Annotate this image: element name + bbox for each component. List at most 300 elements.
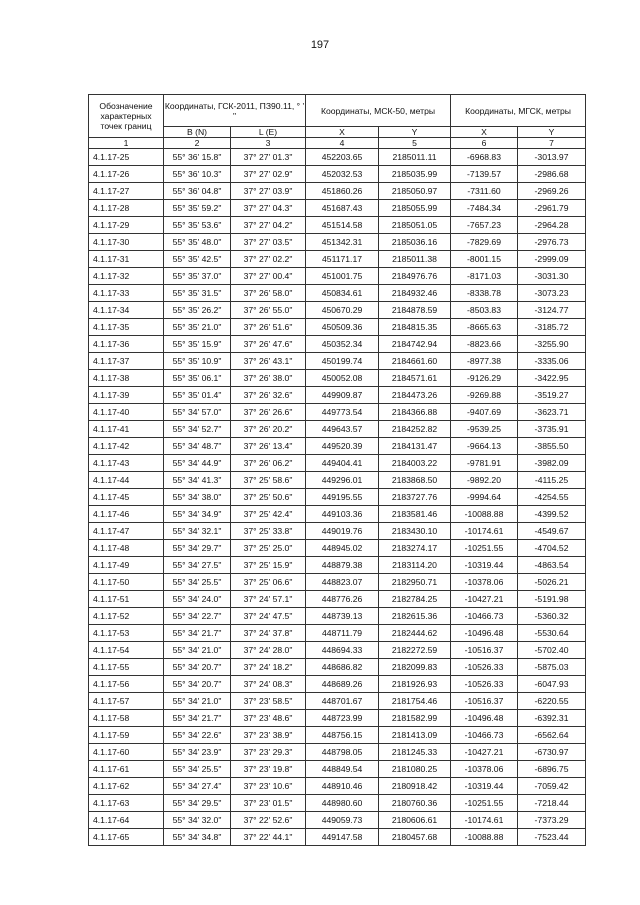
cell-longitude: 37° 24' 37.8" [231,625,306,642]
cell-mgsk-x: -8001.15 [451,251,518,268]
table-row [89,302,586,319]
column-number: 4 [306,138,379,149]
cell-mgsk-y: -3855.50 [518,438,586,455]
cell-mgsk-y: -5875.03 [518,659,586,676]
cell-latitude: 55° 34' 29.5" [164,795,231,812]
cell-msk-x: 448756.15 [306,727,379,744]
header-l: L (E) [231,127,306,138]
cell-msk-x: 448879.38 [306,557,379,574]
cell-point-id: 4.1.17-34 [89,302,164,319]
cell-msk-x: 449103.36 [306,506,379,523]
cell-latitude: 55° 34' 57.0" [164,404,231,421]
cell-mgsk-x: -7829.69 [451,234,518,251]
cell-latitude: 55° 35' 06.1" [164,370,231,387]
cell-latitude: 55° 34' 21.0" [164,642,231,659]
cell-mgsk-y: -6730.97 [518,744,586,761]
cell-msk-y: 2180760.36 [379,795,451,812]
cell-point-id: 4.1.17-30 [89,234,164,251]
cell-msk-x: 451342.31 [306,234,379,251]
cell-mgsk-y: -7523.44 [518,829,586,846]
cell-latitude: 55° 35' 10.9" [164,353,231,370]
table-row [89,625,586,642]
cell-msk-x: 450509.36 [306,319,379,336]
cell-mgsk-y: -4863.54 [518,557,586,574]
header-msk: Координаты, МСК-50, метры [306,95,451,127]
cell-mgsk-x: -10466.73 [451,727,518,744]
header-mgsk-y: Y [518,127,586,138]
cell-longitude: 37° 27' 00.4" [231,268,306,285]
table-row [89,285,586,302]
header-designation: Обозначение характерных точек границ [89,95,164,138]
cell-point-id: 4.1.17-63 [89,795,164,812]
cell-msk-x: 448701.67 [306,693,379,710]
cell-mgsk-y: -6562.64 [518,727,586,744]
cell-latitude: 55° 35' 26.2" [164,302,231,319]
cell-msk-x: 449643.57 [306,421,379,438]
cell-longitude: 37° 26' 20.2" [231,421,306,438]
cell-point-id: 4.1.17-60 [89,744,164,761]
table-row [89,353,586,370]
cell-longitude: 37° 26' 55.0" [231,302,306,319]
cell-longitude: 37° 26' 13.4" [231,438,306,455]
cell-mgsk-y: -3422.95 [518,370,586,387]
cell-msk-y: 2185011.38 [379,251,451,268]
header-msk-x: X [306,127,379,138]
cell-longitude: 37° 23' 01.5" [231,795,306,812]
cell-longitude: 37° 23' 29.3" [231,744,306,761]
cell-longitude: 37° 26' 26.6" [231,404,306,421]
cell-longitude: 37° 25' 58.6" [231,472,306,489]
cell-mgsk-x: -9994.64 [451,489,518,506]
cell-msk-y: 2183727.76 [379,489,451,506]
header-gsk: Координаты, ГСК-2011, ПЗ90.11, ° ' " [164,95,306,127]
cell-mgsk-x: -10526.33 [451,676,518,693]
cell-msk-y: 2181080.25 [379,761,451,778]
cell-msk-x: 449296.01 [306,472,379,489]
cell-mgsk-x: -10378.06 [451,574,518,591]
cell-msk-x: 448823.07 [306,574,379,591]
cell-latitude: 55° 35' 48.0" [164,234,231,251]
cell-latitude: 55° 35' 01.4" [164,387,231,404]
cell-longitude: 37° 24' 28.0" [231,642,306,659]
cell-point-id: 4.1.17-27 [89,183,164,200]
cell-mgsk-y: -6047.93 [518,676,586,693]
cell-msk-x: 451171.17 [306,251,379,268]
table-row [89,557,586,574]
cell-msk-y: 2183581.46 [379,506,451,523]
cell-point-id: 4.1.17-48 [89,540,164,557]
cell-latitude: 55° 34' 22.6" [164,727,231,744]
cell-msk-x: 448689.26 [306,676,379,693]
cell-latitude: 55° 34' 24.0" [164,591,231,608]
cell-msk-y: 2184976.76 [379,268,451,285]
cell-point-id: 4.1.17-57 [89,693,164,710]
cell-mgsk-x: -9664.13 [451,438,518,455]
cell-latitude: 55° 35' 59.2" [164,200,231,217]
coordinates-table [88,94,586,846]
cell-latitude: 55° 34' 27.4" [164,778,231,795]
table-row [89,166,586,183]
cell-mgsk-y: -6896.75 [518,761,586,778]
cell-latitude: 55° 34' 21.7" [164,710,231,727]
cell-latitude: 55° 34' 44.9" [164,455,231,472]
table-row [89,693,586,710]
table-row [89,727,586,744]
header-mgsk-x: X [451,127,518,138]
cell-msk-x: 451860.26 [306,183,379,200]
cell-mgsk-x: -8503.83 [451,302,518,319]
cell-mgsk-y: -3735.91 [518,421,586,438]
cell-point-id: 4.1.17-39 [89,387,164,404]
table-row [89,404,586,421]
cell-mgsk-x: -7311.60 [451,183,518,200]
cell-longitude: 37° 25' 33.8" [231,523,306,540]
table-row [89,659,586,676]
cell-msk-y: 2181245.33 [379,744,451,761]
cell-point-id: 4.1.17-47 [89,523,164,540]
cell-point-id: 4.1.17-41 [89,421,164,438]
cell-msk-y: 2185036.16 [379,234,451,251]
cell-longitude: 37° 27' 04.2" [231,217,306,234]
cell-point-id: 4.1.17-58 [89,710,164,727]
table-row [89,472,586,489]
table-row [89,506,586,523]
table-row [89,455,586,472]
cell-msk-y: 2184131.47 [379,438,451,455]
cell-longitude: 37° 26' 51.6" [231,319,306,336]
cell-mgsk-x: -10516.37 [451,693,518,710]
cell-point-id: 4.1.17-59 [89,727,164,744]
cell-mgsk-y: -3335.06 [518,353,586,370]
cell-msk-x: 448798.05 [306,744,379,761]
table-row [89,540,586,557]
cell-msk-x: 449404.41 [306,455,379,472]
cell-mgsk-y: -6220.55 [518,693,586,710]
cell-latitude: 55° 36' 15.8" [164,149,231,166]
cell-point-id: 4.1.17-54 [89,642,164,659]
cell-mgsk-x: -10319.44 [451,778,518,795]
cell-msk-x: 452203.65 [306,149,379,166]
cell-mgsk-x: -9892.20 [451,472,518,489]
cell-mgsk-y: -2964.28 [518,217,586,234]
header-mgsk: Координаты, МГСК, метры [451,95,586,127]
cell-msk-y: 2181926.93 [379,676,451,693]
cell-mgsk-x: -6968.83 [451,149,518,166]
cell-msk-x: 448686.82 [306,659,379,676]
cell-msk-x: 448694.33 [306,642,379,659]
cell-mgsk-y: -2999.09 [518,251,586,268]
cell-mgsk-x: -10174.61 [451,523,518,540]
cell-latitude: 55° 35' 37.0" [164,268,231,285]
cell-msk-x: 448945.02 [306,540,379,557]
table-row [89,217,586,234]
cell-latitude: 55° 34' 22.7" [164,608,231,625]
cell-mgsk-x: -10319.44 [451,557,518,574]
cell-latitude: 55° 34' 32.1" [164,523,231,540]
cell-msk-x: 449520.39 [306,438,379,455]
cell-mgsk-x: -10526.33 [451,659,518,676]
cell-point-id: 4.1.17-61 [89,761,164,778]
cell-latitude: 55° 35' 15.9" [164,336,231,353]
cell-longitude: 37° 24' 08.3" [231,676,306,693]
cell-latitude: 55° 35' 42.5" [164,251,231,268]
cell-msk-y: 2185035.99 [379,166,451,183]
table-row [89,812,586,829]
page-number: 197 [310,39,330,51]
cell-mgsk-y: -4115.25 [518,472,586,489]
cell-msk-y: 2184661.60 [379,353,451,370]
cell-mgsk-x: -7657.23 [451,217,518,234]
header-b: B (N) [164,127,231,138]
cell-point-id: 4.1.17-29 [89,217,164,234]
column-number: 3 [231,138,306,149]
cell-latitude: 55° 34' 52.7" [164,421,231,438]
cell-mgsk-x: -9539.25 [451,421,518,438]
cell-mgsk-x: -9781.91 [451,455,518,472]
cell-point-id: 4.1.17-53 [89,625,164,642]
cell-mgsk-y: -4399.52 [518,506,586,523]
cell-point-id: 4.1.17-40 [89,404,164,421]
cell-msk-x: 452032.53 [306,166,379,183]
cell-mgsk-y: -4549.67 [518,523,586,540]
cell-latitude: 55° 34' 32.0" [164,812,231,829]
cell-mgsk-y: -3124.77 [518,302,586,319]
cell-mgsk-y: -3031.30 [518,268,586,285]
table-row [89,489,586,506]
cell-msk-y: 2185050.97 [379,183,451,200]
cell-point-id: 4.1.17-43 [89,455,164,472]
cell-longitude: 37° 24' 57.1" [231,591,306,608]
cell-msk-y: 2182272.59 [379,642,451,659]
cell-msk-y: 2184932.46 [379,285,451,302]
cell-point-id: 4.1.17-36 [89,336,164,353]
table-row [89,778,586,795]
cell-longitude: 37° 27' 01.3" [231,149,306,166]
cell-mgsk-y: -4704.52 [518,540,586,557]
cell-msk-y: 2184252.82 [379,421,451,438]
table-body [89,149,586,846]
cell-msk-y: 2180457.68 [379,829,451,846]
cell-mgsk-y: -2969.26 [518,183,586,200]
cell-latitude: 55° 34' 25.5" [164,761,231,778]
cell-msk-y: 2184003.22 [379,455,451,472]
cell-msk-x: 450670.29 [306,302,379,319]
cell-longitude: 37° 23' 38.9" [231,727,306,744]
cell-msk-y: 2185011.11 [379,149,451,166]
cell-longitude: 37° 25' 42.4" [231,506,306,523]
cell-longitude: 37° 25' 50.6" [231,489,306,506]
cell-msk-y: 2182099.83 [379,659,451,676]
cell-point-id: 4.1.17-32 [89,268,164,285]
cell-mgsk-y: -6392.31 [518,710,586,727]
cell-longitude: 37° 24' 18.2" [231,659,306,676]
cell-mgsk-x: -9269.88 [451,387,518,404]
table-row [89,591,586,608]
table-row [89,829,586,846]
table-row [89,642,586,659]
cell-point-id: 4.1.17-52 [89,608,164,625]
cell-mgsk-y: -7373.29 [518,812,586,829]
cell-msk-y: 2184742.94 [379,336,451,353]
cell-mgsk-y: -3519.27 [518,387,586,404]
cell-msk-y: 2182950.71 [379,574,451,591]
table-row [89,676,586,693]
cell-longitude: 37° 23' 58.5" [231,693,306,710]
cell-msk-x: 451001.75 [306,268,379,285]
cell-mgsk-y: -5702.40 [518,642,586,659]
cell-mgsk-x: -10378.06 [451,761,518,778]
cell-longitude: 37° 23' 48.6" [231,710,306,727]
cell-mgsk-x: -7139.57 [451,166,518,183]
cell-latitude: 55° 35' 53.6" [164,217,231,234]
cell-point-id: 4.1.17-42 [89,438,164,455]
cell-msk-x: 448711.79 [306,625,379,642]
table-row [89,268,586,285]
cell-point-id: 4.1.17-51 [89,591,164,608]
cell-point-id: 4.1.17-31 [89,251,164,268]
column-number: 5 [379,138,451,149]
cell-point-id: 4.1.17-25 [89,149,164,166]
cell-latitude: 55° 35' 31.5" [164,285,231,302]
cell-mgsk-x: -10427.21 [451,591,518,608]
cell-msk-y: 2182444.62 [379,625,451,642]
cell-point-id: 4.1.17-26 [89,166,164,183]
cell-point-id: 4.1.17-64 [89,812,164,829]
cell-msk-x: 448910.46 [306,778,379,795]
table-row [89,319,586,336]
table-row [89,795,586,812]
cell-latitude: 55° 34' 41.3" [164,472,231,489]
cell-mgsk-x: -9407.69 [451,404,518,421]
cell-point-id: 4.1.17-37 [89,353,164,370]
cell-point-id: 4.1.17-46 [89,506,164,523]
cell-point-id: 4.1.17-33 [89,285,164,302]
cell-msk-y: 2183274.17 [379,540,451,557]
cell-msk-y: 2185051.05 [379,217,451,234]
cell-longitude: 37° 26' 58.0" [231,285,306,302]
cell-msk-y: 2182784.25 [379,591,451,608]
cell-mgsk-y: -3185.72 [518,319,586,336]
cell-mgsk-x: -10251.55 [451,795,518,812]
cell-point-id: 4.1.17-35 [89,319,164,336]
cell-mgsk-x: -10466.73 [451,608,518,625]
table-row [89,523,586,540]
cell-latitude: 55° 34' 29.7" [164,540,231,557]
table-row [89,251,586,268]
cell-latitude: 55° 34' 21.7" [164,625,231,642]
cell-mgsk-x: -8977.38 [451,353,518,370]
column-number: 1 [89,138,164,149]
cell-mgsk-x: -10088.88 [451,829,518,846]
cell-msk-x: 448739.13 [306,608,379,625]
cell-msk-x: 449147.58 [306,829,379,846]
cell-msk-x: 449773.54 [306,404,379,421]
table-row [89,183,586,200]
table-row [89,336,586,353]
cell-mgsk-y: -3623.71 [518,404,586,421]
cell-msk-y: 2184473.26 [379,387,451,404]
cell-msk-y: 2180918.42 [379,778,451,795]
cell-msk-x: 450352.34 [306,336,379,353]
table-row [89,438,586,455]
cell-mgsk-x: -8171.03 [451,268,518,285]
table-row [89,149,586,166]
cell-mgsk-y: -3255.90 [518,336,586,353]
cell-longitude: 37° 26' 47.6" [231,336,306,353]
cell-msk-x: 448980.60 [306,795,379,812]
cell-longitude: 37° 23' 19.8" [231,761,306,778]
cell-msk-y: 2183430.10 [379,523,451,540]
cell-mgsk-y: -5530.64 [518,625,586,642]
cell-longitude: 37° 27' 02.2" [231,251,306,268]
cell-longitude: 37° 24' 47.5" [231,608,306,625]
cell-msk-x: 450199.74 [306,353,379,370]
cell-mgsk-y: -3073.23 [518,285,586,302]
cell-latitude: 55° 34' 21.0" [164,693,231,710]
cell-mgsk-x: -8823.66 [451,336,518,353]
cell-mgsk-y: -5191.98 [518,591,586,608]
cell-latitude: 55° 34' 34.8" [164,829,231,846]
cell-msk-y: 2180606.61 [379,812,451,829]
table-row [89,744,586,761]
cell-msk-y: 2184878.59 [379,302,451,319]
cell-msk-x: 450834.61 [306,285,379,302]
cell-longitude: 37° 22' 44.1" [231,829,306,846]
cell-latitude: 55° 34' 48.7" [164,438,231,455]
header-msk-y: Y [379,127,451,138]
cell-longitude: 37° 27' 04.3" [231,200,306,217]
cell-longitude: 37° 27' 03.5" [231,234,306,251]
cell-point-id: 4.1.17-28 [89,200,164,217]
cell-latitude: 55° 36' 04.8" [164,183,231,200]
cell-longitude: 37° 27' 03.9" [231,183,306,200]
cell-mgsk-y: -3982.09 [518,455,586,472]
cell-mgsk-x: -10088.88 [451,506,518,523]
cell-mgsk-x: -10427.21 [451,744,518,761]
cell-longitude: 37° 23' 10.6" [231,778,306,795]
column-number: 2 [164,138,231,149]
cell-mgsk-x: -10496.48 [451,710,518,727]
cell-msk-y: 2184571.61 [379,370,451,387]
cell-latitude: 55° 35' 21.0" [164,319,231,336]
cell-mgsk-x: -8665.63 [451,319,518,336]
cell-latitude: 55° 34' 23.9" [164,744,231,761]
cell-point-id: 4.1.17-62 [89,778,164,795]
cell-longitude: 37° 25' 25.0" [231,540,306,557]
cell-point-id: 4.1.17-55 [89,659,164,676]
cell-longitude: 37° 26' 32.6" [231,387,306,404]
cell-msk-y: 2182615.36 [379,608,451,625]
cell-mgsk-x: -10496.48 [451,625,518,642]
cell-latitude: 55° 34' 20.7" [164,676,231,693]
cell-longitude: 37° 26' 43.1" [231,353,306,370]
table-row [89,761,586,778]
cell-point-id: 4.1.17-50 [89,574,164,591]
cell-msk-y: 2185055.99 [379,200,451,217]
cell-mgsk-x: -8338.78 [451,285,518,302]
table-row [89,387,586,404]
column-number: 6 [451,138,518,149]
cell-msk-x: 449059.73 [306,812,379,829]
cell-msk-x: 451514.58 [306,217,379,234]
cell-longitude: 37° 26' 38.0" [231,370,306,387]
cell-msk-y: 2183868.50 [379,472,451,489]
cell-longitude: 37° 26' 06.2" [231,455,306,472]
cell-msk-y: 2184366.88 [379,404,451,421]
cell-longitude: 37° 25' 06.6" [231,574,306,591]
table-row [89,421,586,438]
cell-msk-x: 448776.26 [306,591,379,608]
